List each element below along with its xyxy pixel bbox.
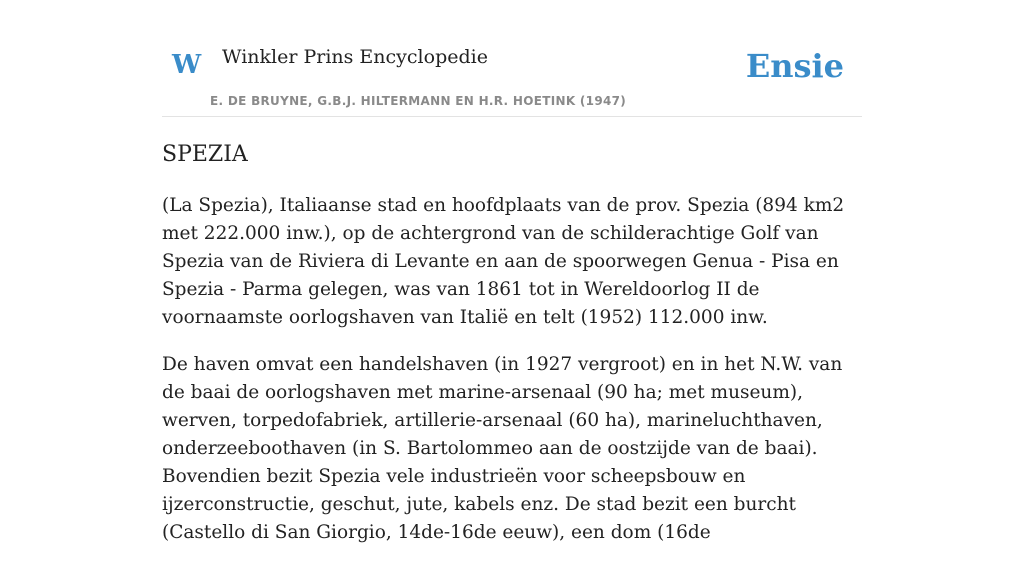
site-header xyxy=(162,0,862,117)
article xyxy=(162,140,862,566)
ensie-logo-link[interactable]: Ensie xyxy=(745,47,844,85)
authors-line: E. DE BRUYNE, G.B.J. HILTERMANN EN H.R. HOETINK (1947) xyxy=(210,94,627,108)
article-paragraph-2: De haven omvat een handelshaven (in 1927 vergroot) en in het N.W. van de baai de oorlogshaven met marine-arsenaal (90 ha; met museum), werven, torpedofabriek, artillerie-arsenaal (60 ha), marineluchthaven, onderzeeboothaven (in S. Bartolommeo aan de oostzijde van de baai). Bovendien bezit Spezia vele industrieën voor scheepsbouw en ijzerconstructie, geschut, jute, kabels enz. De stad bezit een burcht (Castello di San Giorgio, 14de-16de eeuw), een dom (16de xyxy=(162,354,843,543)
site-title-link[interactable]: Winkler Prins Encyclopedie xyxy=(222,46,488,68)
article-paragraph-1: (La Spezia), Italiaanse stad en hoofdplaats van de prov. Spezia (894 km2 met 222.000 inw.), op de achtergrond van de schilderachtige Golf van Spezia van de Riviera di Levante en aan de spoorwegen Genua - Pisa en Spezia - Parma gelegen, was van 1861 tot in Wereldoorlog II de voornaamste oorlogshaven van Italië en telt (1952) 112.000 inw. xyxy=(162,195,845,328)
entry-title: SPEZIA xyxy=(162,142,248,167)
logo-w-icon[interactable]: W xyxy=(172,50,202,80)
